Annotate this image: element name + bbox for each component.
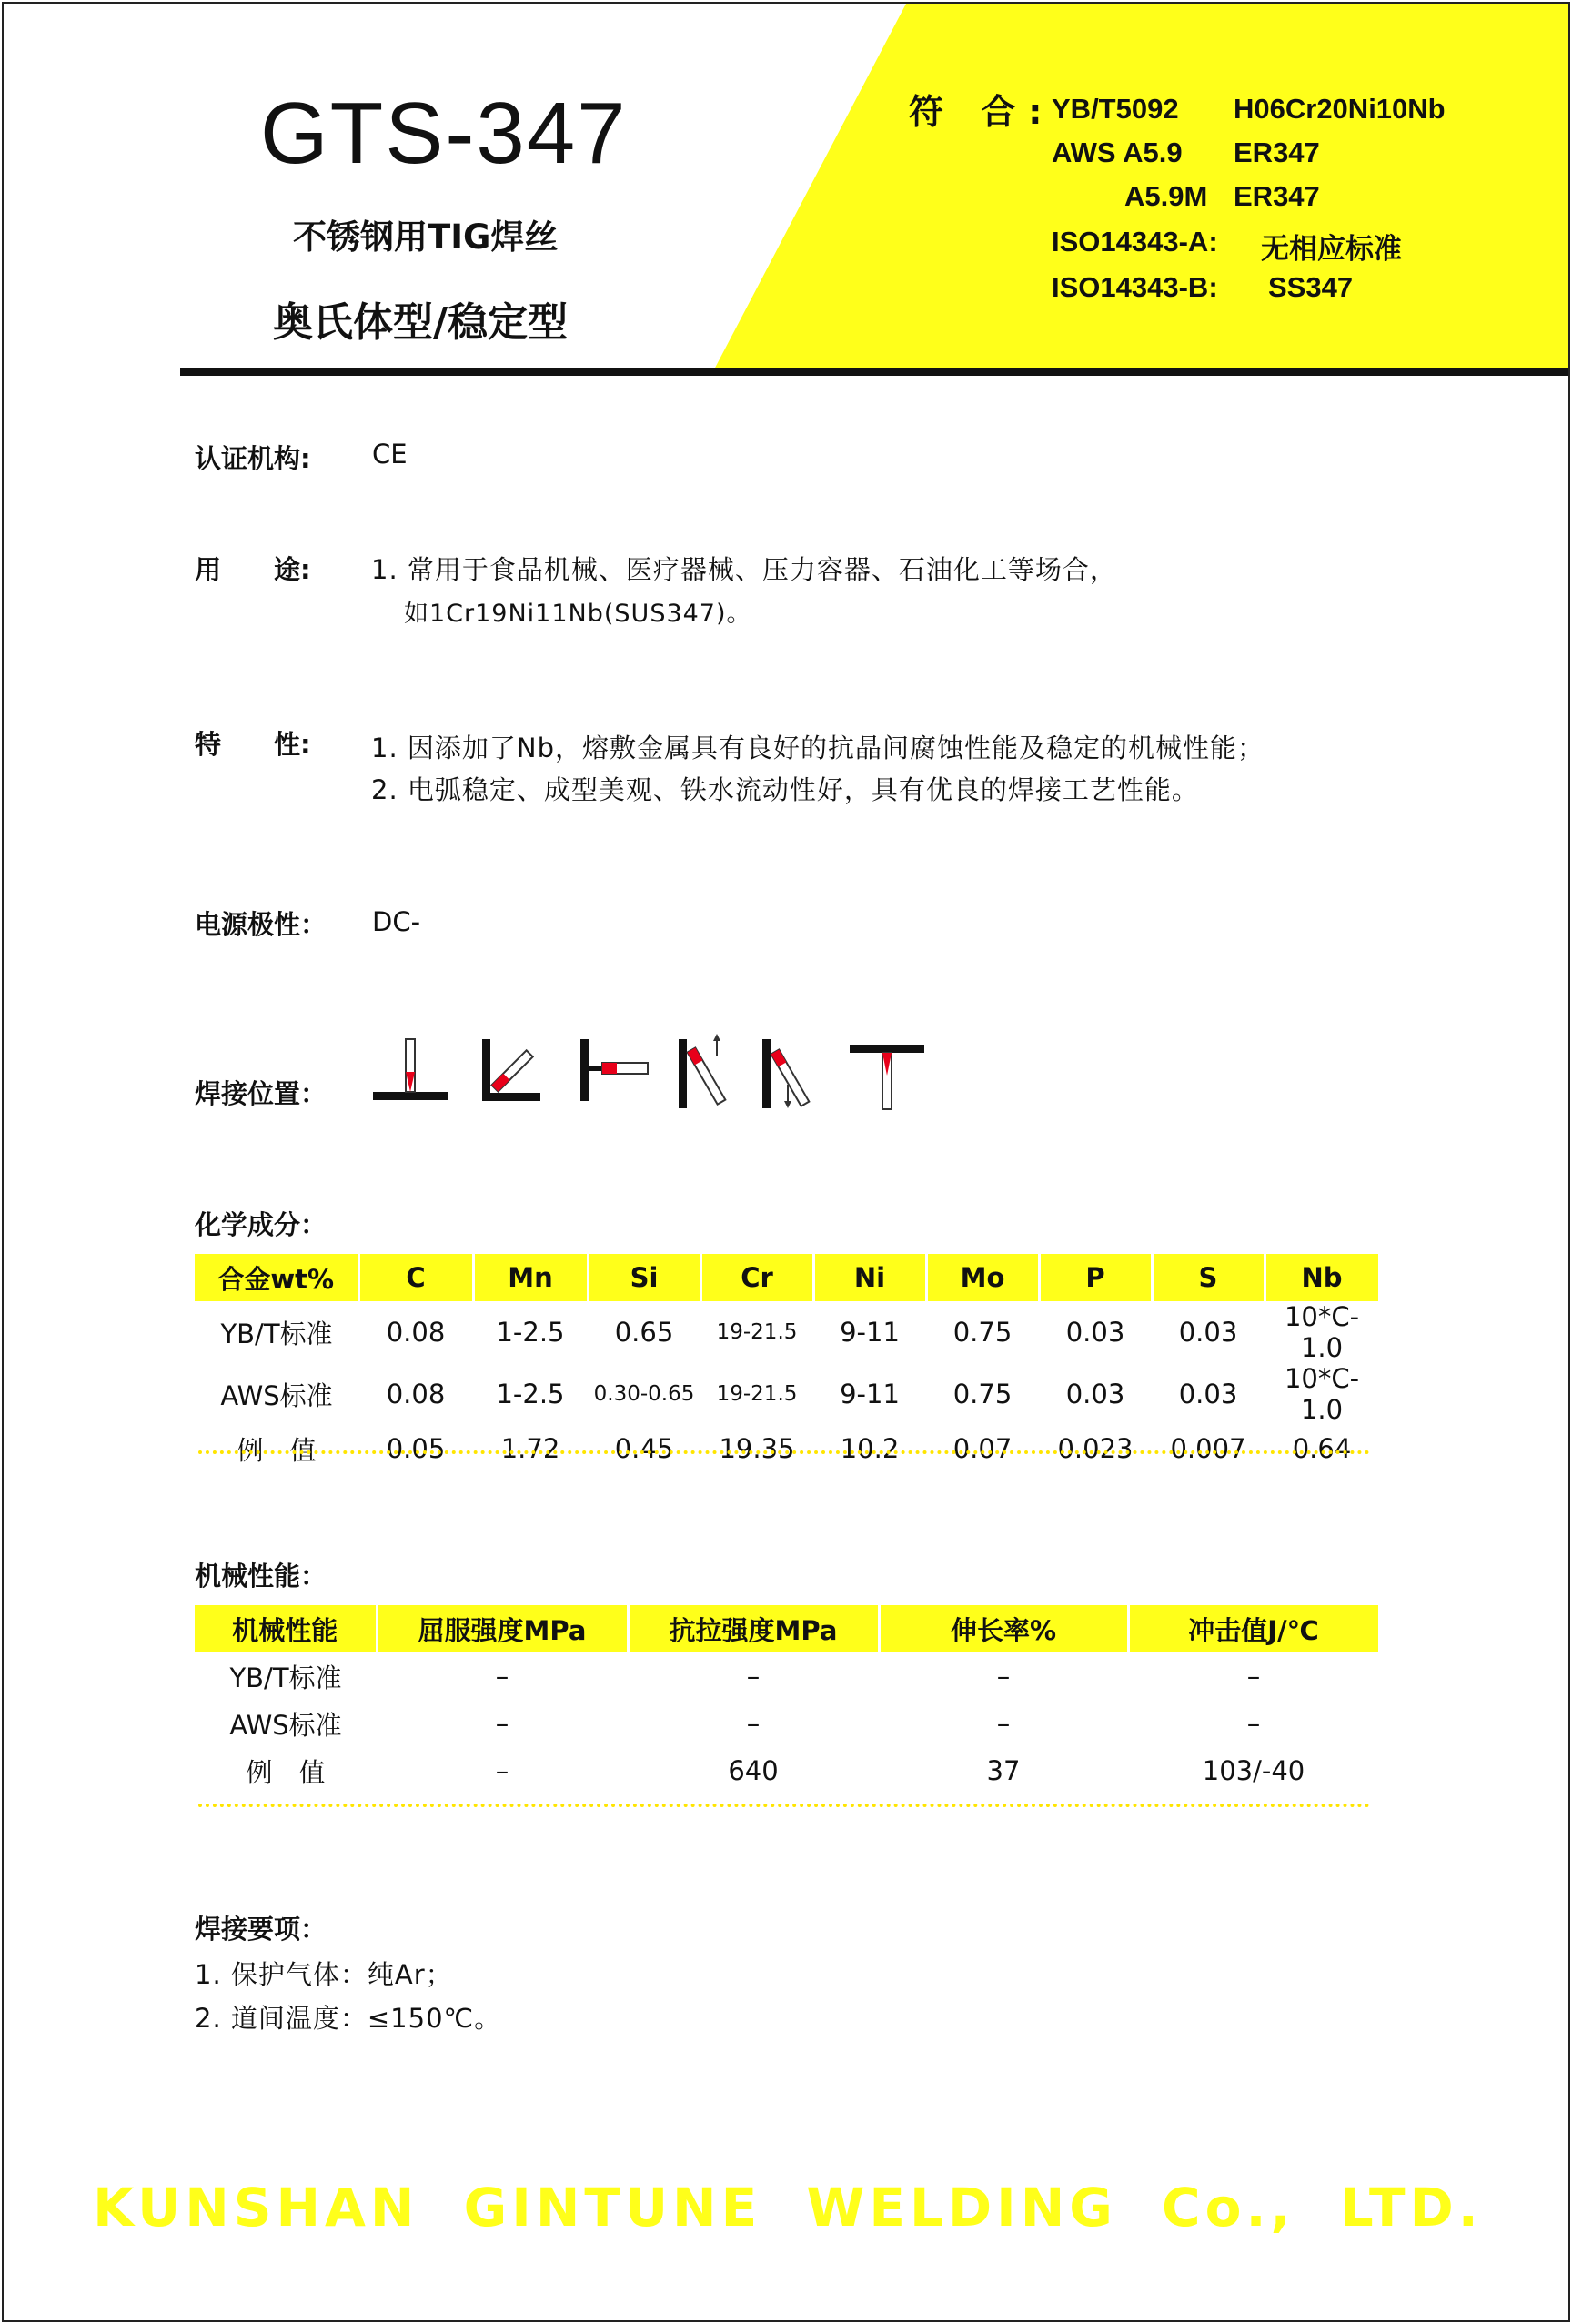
table-cell: AWS标准	[220, 1379, 333, 1411]
table-cell: 19-21.5	[716, 1382, 798, 1406]
table-cell: 0.07	[952, 1433, 1013, 1464]
chemistry-header-cell: C	[358, 1254, 473, 1301]
table-cell: 640	[728, 1755, 779, 1786]
certification-label: 认证机构:	[195, 443, 311, 474]
table-cell: 0.08	[386, 1317, 446, 1348]
table-cell: 10.2	[840, 1433, 900, 1464]
polarity-label: 电源极性：	[195, 909, 328, 940]
chemistry-header-row	[195, 1254, 1379, 1301]
table-cell: 9-11	[840, 1379, 900, 1410]
header-divider	[180, 368, 1570, 376]
company-name: KUNSHAN GINTUNE WELDING Co., LTD.	[93, 2177, 1483, 2238]
standard-iso-a-name: ISO14343-A:	[1052, 226, 1218, 258]
table-cell: 0.023	[1057, 1433, 1134, 1464]
table-cell: –	[746, 1708, 761, 1739]
usage-line-2: 如1Cr19Ni11Nb(SUS347)。	[404, 600, 752, 628]
chemistry-header-cell: Mo	[926, 1254, 1039, 1301]
mechanical-header-cell: 机械性能	[195, 1605, 377, 1652]
mechanical-title: 机械性能：	[195, 1561, 328, 1591]
header-yellow-band	[4, 4, 1570, 371]
mechanical-dotted-divider	[198, 1804, 1370, 1807]
table-row	[195, 1301, 1379, 1363]
table-cell: YB/T标准	[229, 1662, 342, 1693]
table-cell: 0.03	[1065, 1317, 1125, 1348]
table-cell: 0.75	[952, 1379, 1013, 1410]
table-cell: 0.03	[1178, 1317, 1238, 1348]
welding-note-1: 1. 保护气体：纯Ar；	[195, 1959, 453, 1990]
table-cell: 0.65	[614, 1317, 674, 1348]
chemistry-header-cell: Ni	[813, 1254, 926, 1301]
chemistry-header-cell: 合金wt%	[195, 1254, 358, 1301]
mechanical-header-cell: 抗拉强度MPa	[628, 1605, 879, 1652]
table-cell: 例 值	[237, 1434, 317, 1466]
table-cell: 1.72	[500, 1433, 560, 1464]
standard-yb-name: YB/T5092	[1052, 93, 1179, 125]
table-cell: 0.007	[1170, 1433, 1246, 1464]
vertical-down-position-icon	[762, 1039, 809, 1108]
vertical-up-position-icon	[679, 1034, 725, 1108]
table-cell: 例 值	[246, 1756, 326, 1788]
table-cell: 103/-40	[1202, 1755, 1305, 1786]
overhead-position-icon	[850, 1045, 924, 1109]
chemistry-title: 化学成分：	[195, 1209, 328, 1240]
table-cell: 1-2.5	[496, 1379, 565, 1410]
mechanical-header-cell: 屈服强度MPa	[377, 1605, 628, 1652]
standard-iso-b-name: ISO14343-B:	[1052, 271, 1218, 303]
features-line-2: 2. 电弧稳定、成型美观、铁水流动性好，具有优良的焊接工艺性能。	[371, 774, 1199, 805]
table-cell: –	[495, 1755, 509, 1786]
positions-label: 焊接位置：	[195, 1078, 328, 1109]
table-cell: 19-21.5	[716, 1320, 798, 1344]
table-cell: 0.05	[386, 1433, 446, 1464]
chemistry-header-cell: Mn	[473, 1254, 588, 1301]
standard-awsm-name: A5.9M	[1124, 180, 1208, 212]
flat-fillet-position-icon	[373, 1039, 448, 1100]
welding-note-2: 2. 道间温度：≤150℃。	[195, 2003, 502, 2034]
chemistry-header-cell: P	[1039, 1254, 1152, 1301]
table-cell: 1-2.5	[496, 1317, 565, 1348]
table-cell: –	[746, 1661, 761, 1692]
table-cell: 37	[986, 1755, 1021, 1786]
horizontal-fillet-position-icon	[482, 1039, 540, 1101]
chemistry-header-cell: Si	[588, 1254, 700, 1301]
table-row	[195, 1700, 1379, 1747]
mechanical-table	[195, 1605, 1381, 1794]
standard-aws-grade: ER347	[1234, 136, 1320, 168]
standard-iso-a-grade: 无相应标准	[1261, 233, 1402, 265]
table-cell: 10*C-1.0	[1284, 1363, 1360, 1425]
table-row	[195, 1425, 1379, 1472]
chemistry-dotted-divider	[198, 1450, 1370, 1454]
table-row	[195, 1652, 1379, 1700]
mechanical-header-cell: 冲击值J/℃	[1128, 1605, 1379, 1652]
table-cell: 9-11	[840, 1317, 900, 1348]
table-cell: YB/T标准	[220, 1318, 333, 1349]
conforms-label: 符 合:	[909, 92, 1055, 132]
table-cell: AWS标准	[229, 1709, 342, 1741]
welding-notes-title: 焊接要项：	[195, 1914, 328, 1945]
table-cell: –	[1246, 1708, 1261, 1739]
table-cell: 0.08	[386, 1379, 446, 1410]
table-cell: –	[996, 1708, 1011, 1739]
table-cell: –	[996, 1661, 1011, 1692]
table-cell: –	[495, 1661, 509, 1692]
table-cell: 0.03	[1065, 1379, 1125, 1410]
standard-yb-grade: H06Cr20Ni10Nb	[1234, 93, 1446, 125]
table-row	[195, 1363, 1379, 1425]
table-cell: 19.35	[719, 1433, 795, 1464]
features-label: 特 性:	[195, 729, 311, 760]
chemistry-table	[195, 1254, 1381, 1472]
product-code: GTS-347	[260, 85, 628, 182]
usage-line-1: 1. 常用于食品机械、医疗器械、压力容器、石油化工等场合，	[371, 554, 1117, 585]
certification-value: CE	[372, 439, 408, 470]
table-cell: 0.30-0.65	[593, 1382, 695, 1406]
mechanical-header-row	[195, 1605, 1379, 1652]
chemistry-header-cell: Nb	[1265, 1254, 1379, 1301]
datasheet-page	[2, 2, 1570, 2322]
standard-aws-name: AWS A5.9	[1052, 136, 1183, 168]
table-cell: 0.03	[1178, 1379, 1238, 1410]
standard-iso-b-grade: SS347	[1268, 271, 1354, 303]
table-cell: 10*C-1.0	[1284, 1301, 1360, 1363]
chemistry-header-cell: S	[1152, 1254, 1265, 1301]
welding-positions-diagram	[373, 1032, 937, 1123]
chemistry-header-cell: Cr	[700, 1254, 813, 1301]
table-cell: –	[1246, 1661, 1261, 1692]
product-type: 奥氏体型/稳定型	[273, 299, 569, 346]
table-cell: 0.45	[614, 1433, 674, 1464]
mechanical-header-cell: 伸长率%	[879, 1605, 1128, 1652]
table-cell: 0.75	[952, 1317, 1013, 1348]
table-cell: 0.64	[1292, 1433, 1352, 1464]
polarity-value: DC-	[372, 906, 421, 937]
usage-label: 用 途:	[195, 554, 311, 585]
table-row	[195, 1747, 1379, 1794]
horizontal-position-icon	[580, 1039, 648, 1101]
product-subtitle: 不锈钢用TIG焊丝	[293, 217, 559, 257]
table-cell: –	[495, 1708, 509, 1739]
features-line-1: 1. 因添加了Nb，熔敷金属具有良好的抗晶间腐蚀性能及稳定的机械性能；	[371, 733, 1265, 763]
standard-awsm-grade: ER347	[1234, 180, 1320, 212]
